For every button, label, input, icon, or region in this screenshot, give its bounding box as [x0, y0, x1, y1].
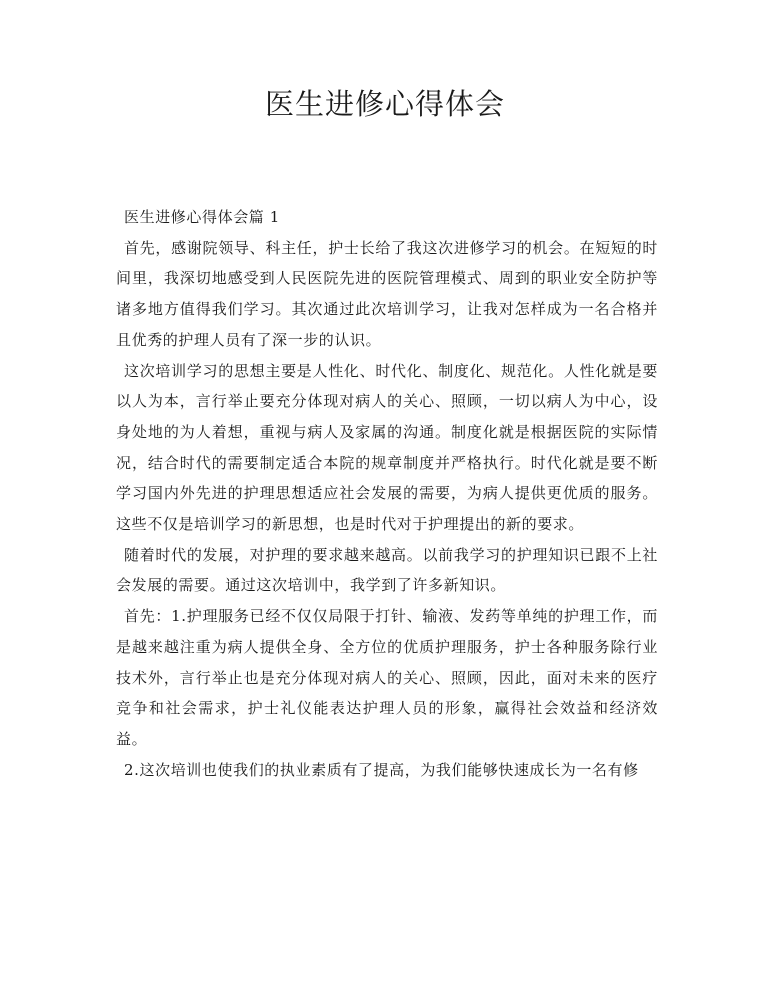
document-title: 医生进修心得体会	[264, 87, 505, 121]
paragraph: 2.这次培训也使我们的执业素质有了提高，为我们能够快速成长为一名有修	[124, 760, 639, 779]
paragraph: 随着时代的发展，对护理的要求越来越高。以前我学习的护理知识已跟不上社会发展的需要。通过这次培训中，我学到了许多新知识。	[116, 545, 658, 595]
section-heading: 医生进修心得体会篇 1	[124, 208, 280, 226]
paragraph: 首先，感谢院领导、科主任，护士长给了我这次进修学习的机会。在短短的时间里，我深切地感受到人民医院先进的医院管理模式、周到的职业安全防护等诸多地方值得我们学习。其次通过此次培训学习，让我对怎样成为一名合格并且优秀的护理人员有了深一步的认识。	[116, 238, 658, 349]
paragraph: 这次培训学习的思想主要是人性化、时代化、制度化、规范化。人性化就是要以人为本，言行举止要充分体现对病人的关心、照顾，一切以病人为中心，设身处地的为人着想，重视与病人及家属的沟通。制度化就是根据医院的实际情况，结合时代的需要制定适合本院的规章制度并严格执行。时代化就是要不断学习国内外先进的护理思想适应社会发展的需要，为病人提供更优质的服务。这些不仅是培训学习的新思想，也是时代对于护理提出的新的要求。	[116, 361, 658, 534]
paragraph: 首先：1.护理服务已经不仅仅局限于打针、输液、发药等单纯的护理工作，而是越来越注重为病人提供全身、全方位的优质护理服务，护士各种服务除行业技术外，言行举止也是充分体现对病人的关心、照顾，因此，面对未来的医疗竞争和社会需求，护士礼仪能表达护理人员的形象，赢得社会效益和经济效益。	[116, 607, 658, 748]
document-body	[116, 202, 658, 785]
